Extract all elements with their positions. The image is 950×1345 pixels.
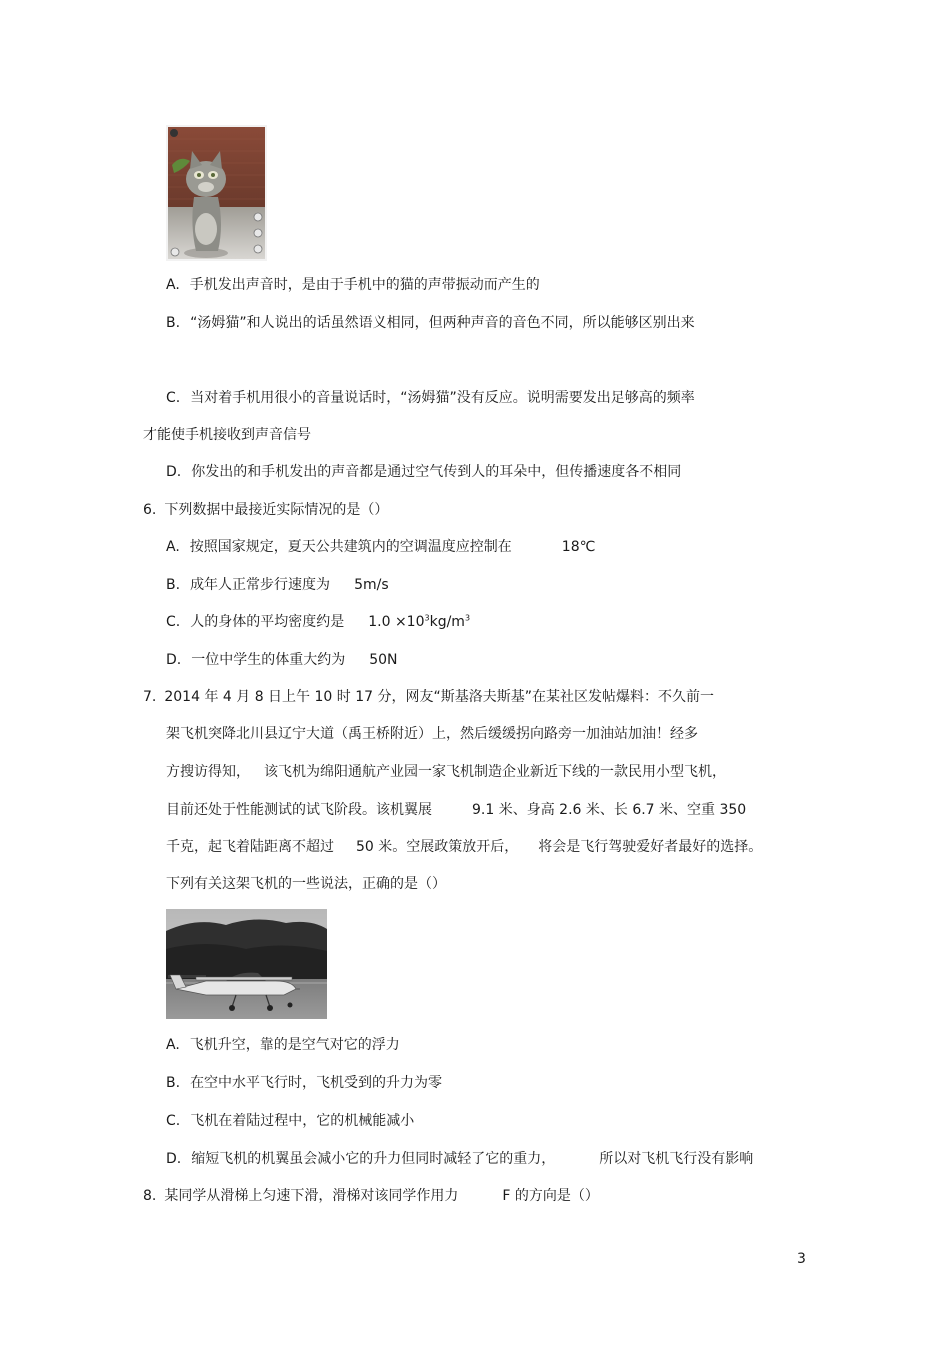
q8-stem: 8. 某同学从滑梯上匀速下滑，滑梯对该同学作用力 F 的方向是（） bbox=[143, 1188, 599, 1204]
q7-option-d: D. 缩短飞机的机翼虽会减小它的升力但同时减轻了它的重力， 所以对飞机飞行没有影响 bbox=[166, 1151, 754, 1167]
q5-option-b: B. “汤姆猫”和人说出的话虽然语义相同，但两种声音的音色不同，所以能够区别出来 bbox=[166, 315, 695, 331]
airplane-photo bbox=[166, 909, 327, 1019]
q5-option-d: D. 你发出的和手机发出的声音都是通过空气传到人的耳朵中，但传播速度各不相同 bbox=[166, 464, 682, 480]
q7-line-3: 方搜访得知， 该飞机为绵阳通航产业园一家飞机制造企业新近下线的一款民用小型飞机， bbox=[166, 764, 726, 780]
q5-option-c: C. 当对着手机用很小的音量说话时，“汤姆猫”没有反应。说明需要发出足够高的频率 bbox=[166, 390, 695, 406]
q7-option-c: C. 飞机在着陆过程中，它的机械能减小 bbox=[166, 1113, 415, 1129]
q7-option-b: B. 在空中水平飞行时，飞机受到的升力为零 bbox=[166, 1075, 443, 1091]
q5-option-c-continued: 才能使手机接收到声音信号 bbox=[143, 427, 311, 443]
q7-line-4: 目前还处于性能测试的试飞阶段。该机翼展 9.1 米、身高 2.6 米、长 6.7 米、空重 350 bbox=[166, 802, 747, 818]
q7-line-5: 千克，起飞着陆距离不超过 50 米。空展政策放开后， 将会是飞行驾驶爱好者最好的选择。 bbox=[166, 839, 763, 855]
q7-option-a: A. 飞机升空，靠的是空气对它的浮力 bbox=[166, 1037, 400, 1053]
q6-option-d: D. 一位中学生的体重大约为 50N bbox=[166, 652, 398, 668]
q6-option-c: C. 人的身体的平均密度约是 $1.0 \times 10^3kg/m^3$ bbox=[166, 613, 471, 630]
q7-line-6: 下列有关这架飞机的一些说法，正确的是（） bbox=[166, 876, 446, 892]
page-number: 3 bbox=[797, 1251, 806, 1267]
q7-line-2: 架飞机突降北川县辽宁大道（禹王桥附近）上，然后缓缓拐向路旁一加油站加油！经多 bbox=[166, 726, 698, 742]
q6-option-b: B. 成年人正常步行速度为 5m/s bbox=[166, 577, 389, 593]
q6-option-a: A. 按照国家规定，夏天公共建筑内的空调温度应控制在 18℃ bbox=[166, 539, 596, 555]
talking-cat-phone-image bbox=[166, 125, 267, 261]
q5-option-a: A. 手机发出声音时，是由于手机中的猫的声带振动而产生的 bbox=[166, 277, 540, 293]
q7-line-1: 7. 2014 年 4 月 8 日上午 10 时 17 分，网友“斯基洛夫斯基”在某社区发帖爆料：不久前一 bbox=[143, 689, 714, 705]
q6-stem: 6. 下列数据中最接近实际情况的是（） bbox=[143, 502, 389, 518]
